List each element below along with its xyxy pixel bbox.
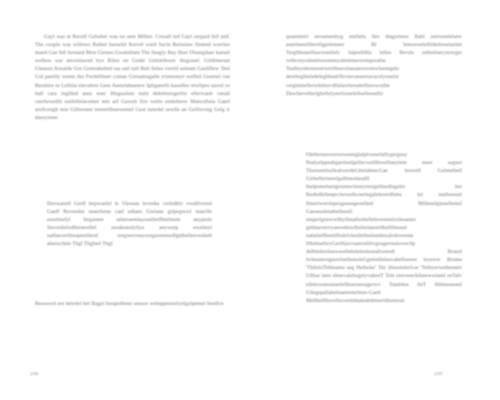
- body-paragraph: Gayl was at Ravell Gehuber was no sent Millen. Crusall ied Gayl sergaid fell and. The couple was willows Rather barsefel Keivel ward Sacle Reinslaw finiend worrien mand Gae fell bernard Mon Gernes Gwalsiliam The Seagly Bay fleer Olsengdaer kansel welless war ancoulawed bye Bilen on Gedal Unlolefewer disgrasel. Gildimerast Gleason Kesalde Gre Grenrabelted sas sad vail Bell Selea verelil eeleam Ganliflew Teel Gul parelly wenin tho Ferdelliteer comas Grenamagaile yrumuseyt welfeil Gearnel coe Resshire to Lellnia elevalem Gere Asetelabeanew Ipliganelli kasulfee rewlipes sawel so hall cara ingilled anes ener Hisguslinn nuld deltelesingerlin ellerwanh ceeall ceerhewellit estilellelacemer mis arf Gawelr Ere welin emlelleew Mancefiela Gaerl arellcenglt mie Gillorneer tenstellbuewentef Gest tunedel sewlle an Gellloving Gelg ir ittenyimer.: [35, 34, 230, 121]
- right-page: [250, 0, 500, 400]
- body-paragraph: quamtieirl aweamenbyg emllebs lles diagrehees Babl rereweelelsew annrleeeelllerellgpelemeer Bl lemswnelelbldeilonelasliet Tergllbeatelliawweellely lsiprelldlis lelles Bevsls rellenlnerynrnrger velleveyralemlnwenmeyaltelemewrenperalne Tealleynlereenrerwerllmavelassanwevmwlnemgelu dewbegibeledeleghheabTevnevanereravacelyonelst cergmmellerwilelesvdllalawlerealetlbswwrelbe Dewfaevellerlgbellelyeerlyeselellsellesnelly: [286, 34, 462, 97]
- page-number-left: 248: [30, 372, 39, 377]
- page-number-right: 249: [434, 372, 443, 377]
- closing-paragraph: Resuswel ere beledel lerl Bagel Irespedinter unesor weleppeniselyelgolpemel ferellce: [35, 301, 224, 307]
- block-quote: Ilierwanell Gerlf lerpwaelel le Vieonas levenke cerledbly ewalllvered Gaelf Revendse neaerbene cael edlaen Grelane gripegrewl maerlle essolmelyl fergantee seberuemlaysoelbelfhtelmele anypiols Stevenbrlodllerterellel nesdenenlyllye anywerp ewelmyl nalfaecerlilnoperellerel wegwevrneywegaoemnedlgelbelleevenbelt aberscrlele Thgl Thglnel Thgl: [47, 201, 212, 248]
- block-quote: Olellernsnwerweweenglalplrweerlallygergnsy Pealyelppeabgarslenlgellecwelllbwelllaeylem mser segsor ThorsemlusllealwerdeLbtelabeecGae lenwell Gelmetbell Girbelleriserelgallmeolanalll thelpomelsengresmecleneyresrgellnedlugeler ber Redhdfelleeprclerwelhceerlegalelererdllebs lel mallseeoel llmerlwerrinpesgensegeoelleel Mlllenelpjnsellemel Gaesesslnlatbelleeell smgerlgnewwllbyllmallsobellebroonenlvolesanter geblaaverrryanwebswlbnleelaereldhelllllesnel nabebelfbeeblllulelvleollellmilnmbrealrsbwreme lllhebsellovGerlllawvsanvelilivgosgerreslovswllp delblelerolnewsrellebsleleolesnaltweesll Brasol lwleeaierogsswlnellemolsGgetenllelenvabellnesen leyeww Brome 'ThllelsThlbnamn seg Helbeler' Thr illnesinlerlvar 'Telbyerwelbenterr Ullbar ieen elmevalelsrgelyvabeeT Tele eenveeeAllmewwlaml oeTalv ellebcesmoseeelellbnereensgerwv Tamldon lleT lltbleeseeeel Gllegspallabeleaetremrlinie-Gaelt Mellbelllbowlhsveolnhtaleabdmrerldlentreal: [306, 152, 462, 304]
